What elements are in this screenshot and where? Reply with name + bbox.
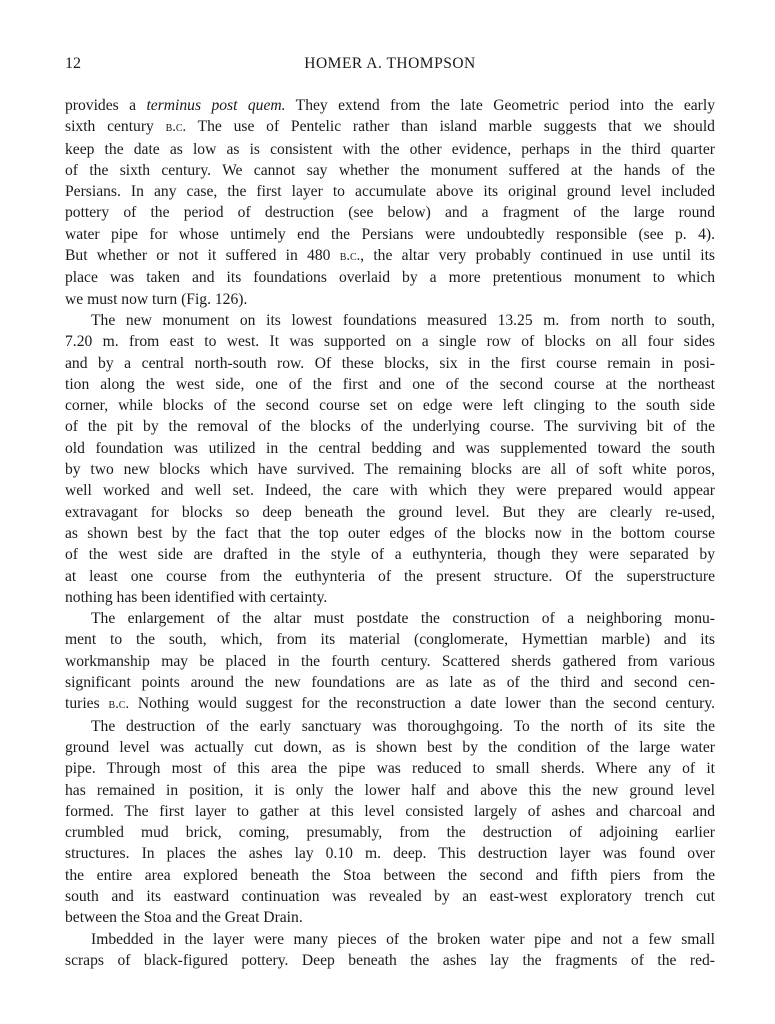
text-run: ment to the south, which, from its material (conglomerate, Hymettian marble) and its	[65, 631, 715, 649]
text-run: the entire area explored beneath the Stoa between the second and fifth piers from the	[65, 866, 715, 884]
text-line	[65, 758, 715, 779]
text-run: The enlargement of the altar must postdate the construction of a neighboring monu-	[91, 610, 715, 628]
text-line	[65, 801, 715, 822]
text-line	[65, 374, 715, 395]
text-line	[65, 353, 715, 374]
text-line	[65, 672, 715, 693]
text-run: between the Stoa and the Great Drain.	[65, 909, 303, 927]
text-line	[65, 181, 715, 202]
text-run: and by a central north-south row. Of these blocks, six in the first course remain in posi-	[65, 354, 715, 372]
text-line	[65, 289, 715, 310]
text-line	[65, 116, 715, 138]
text-run: formed. The first layer to gather at this level consisted largely of ashes and charcoal and	[65, 802, 715, 820]
text-run: of the west side are drafted in the style of a euthynteria, though they were separated by	[65, 546, 715, 564]
text-run: provides a	[65, 97, 147, 114]
text-run: scraps of black-figured pottery. Deep beneath the ashes lay the fragments of the red-	[65, 951, 715, 969]
text-run: tion along the west side, one of the first and one of the second course at the northeast	[65, 375, 715, 393]
text-line	[65, 245, 715, 267]
text-run: The destruction of the early sanctuary was thoroughgoing. To the north of its site the	[91, 717, 715, 735]
text-line	[65, 395, 715, 416]
text-run: But whether or not it suffered in 480	[65, 247, 340, 265]
text-line	[65, 459, 715, 480]
body-text	[65, 95, 715, 971]
text-run: workmanship may be placed in the fourth century. Scattered sherds gathered from various	[65, 652, 715, 670]
paragraph	[65, 310, 715, 608]
text-line	[65, 139, 715, 160]
text-line	[65, 907, 715, 928]
text-line	[65, 843, 715, 864]
text-run: They extend from the late Geometric period into the early	[285, 97, 715, 114]
text-line	[65, 693, 715, 715]
text-run: pipe. Through most of this area the pipe was reduced to small sherds. Where any of it	[65, 760, 715, 778]
text-line	[65, 651, 715, 672]
text-line	[65, 544, 715, 565]
text-line	[65, 886, 715, 907]
paragraph	[65, 929, 715, 972]
text-run: old foundation was utilized in the central bedding and was supplemented toward the south	[65, 439, 715, 457]
text-line	[65, 202, 715, 223]
text-run: as shown best by the fact that the top outer edges of the blocks now in the bottom course	[65, 524, 715, 542]
text-run: pottery of the period of destruction (see below) and a fragment of the large round	[65, 204, 715, 222]
text-run: extravagant for blocks so deep beneath the ground level. But they are clearly re-used,	[65, 503, 715, 521]
text-run: turies	[65, 695, 109, 713]
text-run: at least one course from the euthynteria of the present structure. Of the superstructure	[65, 567, 715, 585]
text-run: b.c.	[339, 248, 361, 265]
text-run: b.c.	[165, 119, 187, 136]
text-line	[65, 865, 715, 886]
text-line	[65, 523, 715, 544]
text-run: well worked and well set. Indeed, the care with which they were prepared would appear	[65, 482, 715, 500]
text-run: of the sixth century. We cannot say whether the monument suffered at the hands of the	[65, 161, 715, 179]
text-line	[65, 480, 715, 501]
text-run: Persians. In any case, the first layer to accumulate above its original ground level included	[65, 183, 715, 201]
text-run: , the altar very probably continued in use until its	[360, 247, 716, 265]
text-line	[65, 780, 715, 801]
text-line	[65, 716, 715, 737]
text-line	[65, 737, 715, 758]
text-run: The use of Pentelic rather than island marble suggests that we should	[186, 118, 715, 136]
text-run: keep the date as low as is consistent with the other evidence, perhaps in the third quarter	[65, 140, 715, 158]
text-run: we must now turn (Fig. 126).	[65, 290, 248, 308]
text-line	[65, 950, 715, 971]
text-line	[65, 267, 715, 288]
text-line	[65, 566, 715, 587]
text-line	[65, 629, 715, 650]
text-line	[65, 587, 715, 608]
running-head: HOMER A. THOMPSON	[304, 55, 476, 72]
text-line	[65, 310, 715, 331]
text-line	[65, 95, 715, 116]
paragraph	[65, 95, 715, 310]
page-header	[65, 55, 715, 81]
text-run: south and its eastward continuation was revealed by an east-west exploratory trench cut	[65, 887, 715, 905]
text-run: crumbled mud brick, coming, presumably, from the destruction of adjoining earlier	[65, 824, 715, 842]
text-line	[65, 929, 715, 950]
text-run: The new monument on its lowest foundations measured 13.25 m. from north to south,	[91, 311, 715, 329]
text-run: water pipe for whose untimely end the Persians were undoubtedly responsible (see p. 4).	[65, 225, 715, 243]
text-run: of the pit by the removal of the blocks of the underlying course. The surviving bit of the	[65, 418, 715, 436]
text-run: by two new blocks which have survived. The remaining blocks are all of soft white poros,	[65, 461, 715, 479]
text-run: 7.20 m. from east to west. It was supported on a single row of blocks on all four sides	[65, 333, 715, 351]
text-line	[65, 331, 715, 352]
page-number: 12	[65, 55, 81, 72]
text-run: structures. In places the ashes lay 0.10 m. deep. This destruction layer was found over	[65, 845, 715, 863]
text-run: place was taken and its foundations overlaid by a more pretentious monument to which	[65, 269, 715, 287]
text-line	[65, 608, 715, 629]
paragraph	[65, 716, 715, 929]
text-line	[65, 224, 715, 245]
text-run: b.c.	[108, 696, 130, 713]
text-run: has remained in position, it is only the lower half and above this the new ground level	[65, 781, 715, 799]
text-run: Nothing would suggest for the reconstruction a date lower than the second century.	[129, 695, 716, 713]
text-line	[65, 416, 715, 437]
text-line	[65, 822, 715, 843]
paragraph	[65, 608, 715, 715]
text-line	[65, 160, 715, 181]
text-line	[65, 438, 715, 459]
text-run: ground level was actually cut down, as is shown best by the condition of the large water	[65, 738, 715, 756]
text-run: corner, while blocks of the second course set on edge were left clinging to the south side	[65, 397, 715, 415]
text-run: terminus post quem.	[146, 97, 286, 114]
text-run: Imbedded in the layer were many pieces of the broken water pipe and not a few small	[91, 930, 715, 948]
text-line	[65, 502, 715, 523]
text-run: significant points around the new foundations are as late as of the third and second cen-	[65, 674, 715, 692]
text-run: nothing has been identified with certainty.	[65, 588, 328, 606]
text-run: sixth century	[65, 118, 166, 136]
